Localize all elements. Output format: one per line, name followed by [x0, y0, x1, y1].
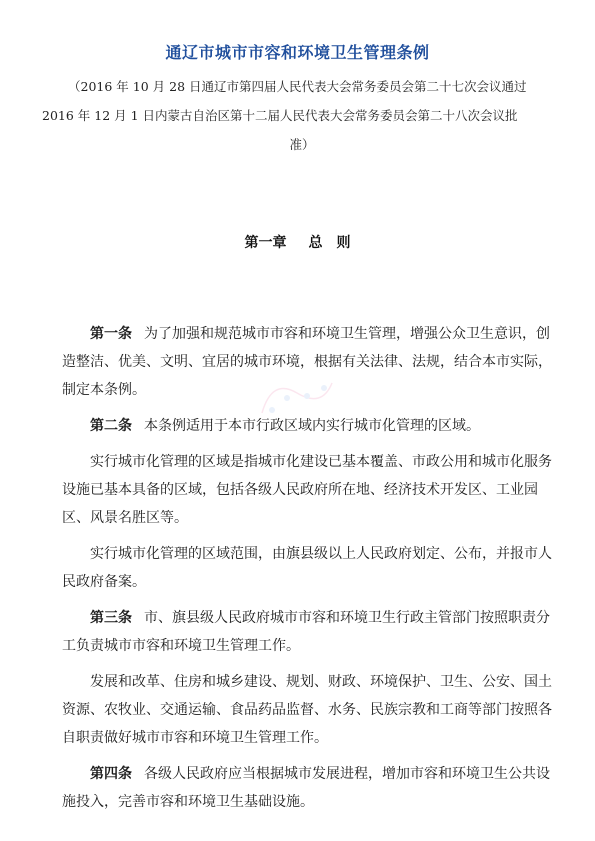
chapter-name: 总 则 [308, 235, 351, 251]
article-text: 市、旗县级人民政府城市市容和环境卫生行政主管部门按照职责分工负责城市市容和环境卫生管理工作。 [62, 610, 550, 654]
adoption-note-line-3: 准） [289, 137, 315, 152]
article-number: 第二条 [90, 418, 132, 434]
adoption-note [42, 72, 562, 159]
article-text: 实行城市化管理的区域是指城市化建设已基本覆盖、市政公用和城市化服务设施已基本具备的区域，包括各级人民政府所在地、经济技术开发区、工业园区、风景名胜区等。 [62, 454, 552, 526]
chapter-heading [0, 232, 595, 252]
adoption-note-line-1: （2016 年 10 月 28 日通辽市第四届人民代表大会常务委员会第二十七次会议通过 [68, 79, 527, 94]
article-number: 第一条 [90, 326, 132, 342]
article-number: 第三条 [90, 610, 132, 626]
adoption-note-line-2: 2016 年 12 月 1 日内蒙古自治区第十二届人民代表大会常务委员会第二十八次会议批 [42, 108, 518, 123]
article-text: 各级人民政府应当根据城市发展进程，增加市容和环境卫生公共设施投入，完善市容和环境卫生基础设施。 [62, 766, 550, 810]
article-paragraph [62, 540, 562, 596]
article-number: 第四条 [90, 766, 132, 782]
article-text: 发展和改革、住房和城乡建设、规划、财政、环境保护、卫生、公安、国土资源、农牧业、交通运输、食品药品监督、水务、民族宗教和工商等部门按照各自职责做好城市市容和环境卫生管理工作。 [62, 674, 552, 746]
article-text: 实行城市化管理的区域范围，由旗县级以上人民政府划定、公布，并报市人民政府备案。 [62, 546, 552, 590]
article-text: 为了加强和规范城市市容和环境卫生管理，增强公众卫生意识，创造整洁、优美、文明、宜居的城市环境，根据有关法律、法规，结合本市实际，制定本条例。 [62, 326, 552, 398]
article-paragraph [62, 320, 562, 404]
article-paragraph [62, 448, 562, 532]
chapter-number: 第一章 [244, 235, 287, 251]
article-paragraph [62, 668, 562, 752]
article-paragraph [62, 412, 562, 440]
article-paragraph [62, 760, 562, 816]
article-text: 本条例适用于本市行政区域内实行城市化管理的区域。 [144, 418, 480, 434]
article-paragraph [62, 604, 562, 660]
document-title: 通辽市城市市容和环境卫生管理条例 [165, 43, 430, 62]
article-body [62, 320, 562, 824]
